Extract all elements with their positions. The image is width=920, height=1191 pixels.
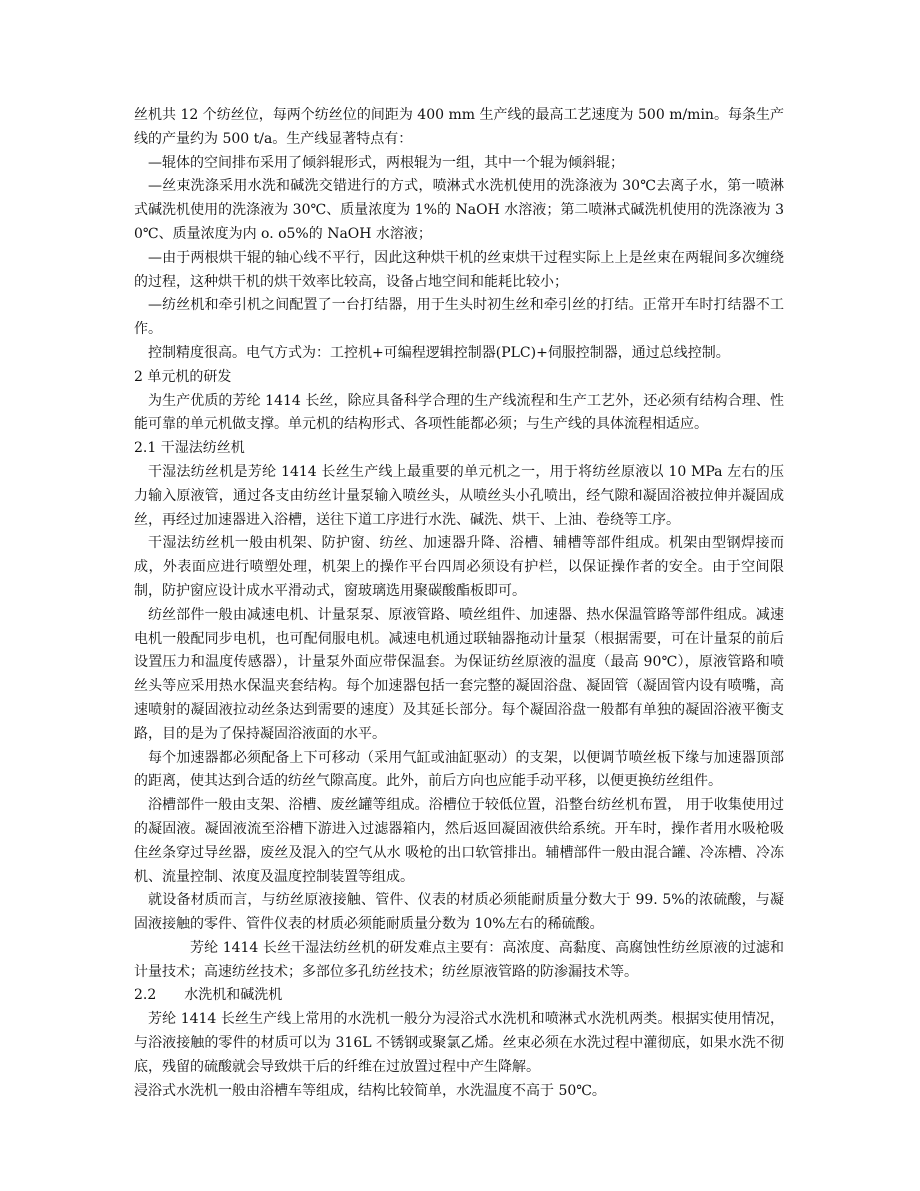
paragraph-accelerator: 每个加速器都必须配备上下可移动（采用气缸或油缸驱动）的支架，以便调节喷丝板下缘与加速器顶部的距离，使其达到合适的纺丝气隙高度。此外，前后方向也应能手动平移，以便更换纺丝组件。 — [134, 749, 784, 790]
paragraph-washer-intro: 芳纶 1414 长丝生产线上常用的水洗机一般分为浸浴式水洗机和喷淋式水洗机两类。根据实使用情况，与浴液接触的零件的材质可以为 316L 不锈钢或聚氯乙烯。丝束必须在水洗过程中灌彻底，如果水洗不彻底，残留的硫酸就会导致烘干后的纤维在过放置过程中产生降解。 — [134, 1011, 784, 1075]
document-page — [134, 104, 784, 1103]
paragraph-control: 控制精度很高。电气方式为：工控机+可编程逻辑控制器(PLC)+伺服控制器，通过总线控制。 — [148, 344, 730, 361]
feature-item-knotter: —纺丝机和牵引机之间配置了一台打结器，用于生头时初生丝和牵引丝的打结。正常开车时打结器不工作。 — [134, 297, 784, 338]
feature-item-dryer: —由于两根烘干辊的轴心线不平行，因此这种烘干机的丝束烘干过程实际上上是丝束在两辊间多次缠绕的过程，这种烘干机的烘干效率比较高，设备占地空间和能耗比较小； — [134, 249, 784, 290]
section-heading-2-1: 2.1 干湿法纺丝机 — [134, 440, 245, 457]
paragraph-bath: 浴槽部件一般由支架、浴槽、废丝罐等组成。浴槽位于较低位置，沿整台纺丝机布置， 用于收集使用过的凝固液。凝固液流至浴槽下游进入过滤器箱内，然后返回凝固液供给系统。开车时，操作者用水吸枪吸住丝条穿过导丝器，废丝及混入的空气从水 吸枪的出口软管排出。辅槽部件一般由混合罐、冷冻槽、冷冻机、流量控制、浓度及温度控制装置等组成。 — [134, 797, 784, 885]
paragraph-intro: 丝机共 12 个纺丝位，每两个纺丝位的间距为 400 mm 生产线的最高工艺速度为 500 m/min。每条生产线的产量约为 500 t/a。生产线显著特点有： — [134, 107, 784, 147]
feature-item-washing: —丝束洗涤采用水洗和碱洗交错进行的方式，喷淋式水洗机使用的洗涤液为 30℃去离子水，第一喷淋式碱洗机使用的洗涤液为 30℃、质量浓度为 1%的 NaOH 水溶液；第二喷淋式碱洗机使用的洗涤液为 30℃、质量浓度为内 o. o5%的 NaOH 水溶液； — [134, 178, 784, 242]
paragraph-spinning-parts: 纺丝部件一般由减速电机、计量泵泵、原液管路、喷丝组件、加速器、热水保温管路等部件组成。减速电机一般配同步电机，也可配伺服电机。减速电机通过联轴器拖动计量泵（根据需要，可在计量泵的前后设置压力和温度传感器），计量泵外面应带保温套。为保证纺丝原液的温度（最高 90℃），原液管路和喷丝头等应采用热水保温夹套结构。每个加速器包括一套完整的凝固浴盘、凝固管（凝固管内设有喷嘴，高速喷射的凝固液拉动丝条达到需要的速度）及其延长部分。每个凝固浴盘一般都有单独的凝固浴液平衡支路，目的是为了保持凝固浴液面的水平。 — [134, 606, 784, 742]
paragraph-materials: 就设备材质而言，与纺丝原液接触、管件、仪表的材质必须能耐质量分数大于 99. 5%的浓硫酸，与凝固液接触的零件、管件仪表的材质必须能耐质量分数为 10%左右的稀硫酸。 — [134, 892, 784, 933]
paragraph-unit-intro: 为生产优质的芳纶 1414 长丝，除应具备科学合理的生产线流程和生产工艺外，还必须有结构合理、性能可靠的单元机做支撑。单元机的结构形式、各项性能都必须；与生产线的具体流程相适应。 — [134, 392, 784, 433]
paragraph-difficulties: 芳纶 1414 长丝干湿法纺丝机的研发难点主要有：高浓度、高黏度、高腐蚀性纺丝原液的过滤和计量技术；高速纺丝技术；多部位多孔纺丝技术；纺丝原液管路的防渗漏技术等。 — [134, 939, 784, 980]
section-heading-2: 2 单元机的研发 — [134, 368, 232, 385]
section-heading-2-2: 2.2 水洗机和碱洗机 — [134, 987, 283, 1004]
paragraph-spinning-intro: 干湿法纺丝机是芳纶 1414 长丝生产线上最重要的单元机之一，用于将纺丝原液以 10 MPa 左右的压力输入原液管，通过各支由纺丝计量泵输入喷丝头，从喷丝头小孔喷出，经气隙和凝固浴被拉伸并凝固成丝，再经过加速器进入浴槽，送往下道工序进行水洗、碱洗、烘干、上油、卷绕等工序。 — [134, 463, 784, 528]
feature-item-rollers: —辊体的空间排布采用了倾斜辊形式，两根辊为一组，其中一个辊为倾斜辊； — [148, 154, 624, 171]
paragraph-spinning-structure: 干湿法纺丝机一般由机架、防护窗、纺丝、加速器升降、浴槽、辅槽等部件组成。机架由型钢焊接而成，外表面应进行喷塑处理，机架上的操作平台四周必须设有护栏，以保证操作者的安全。由于空间限制，防护窗应设计成水平滑动式，窗玻璃选用聚碳酸酯板即可。 — [134, 535, 784, 599]
paragraph-immersion-washer: 浸浴式水洗机一般由浴槽车等组成，结构比较简单，水洗温度不高于 50℃。 — [134, 1082, 606, 1099]
